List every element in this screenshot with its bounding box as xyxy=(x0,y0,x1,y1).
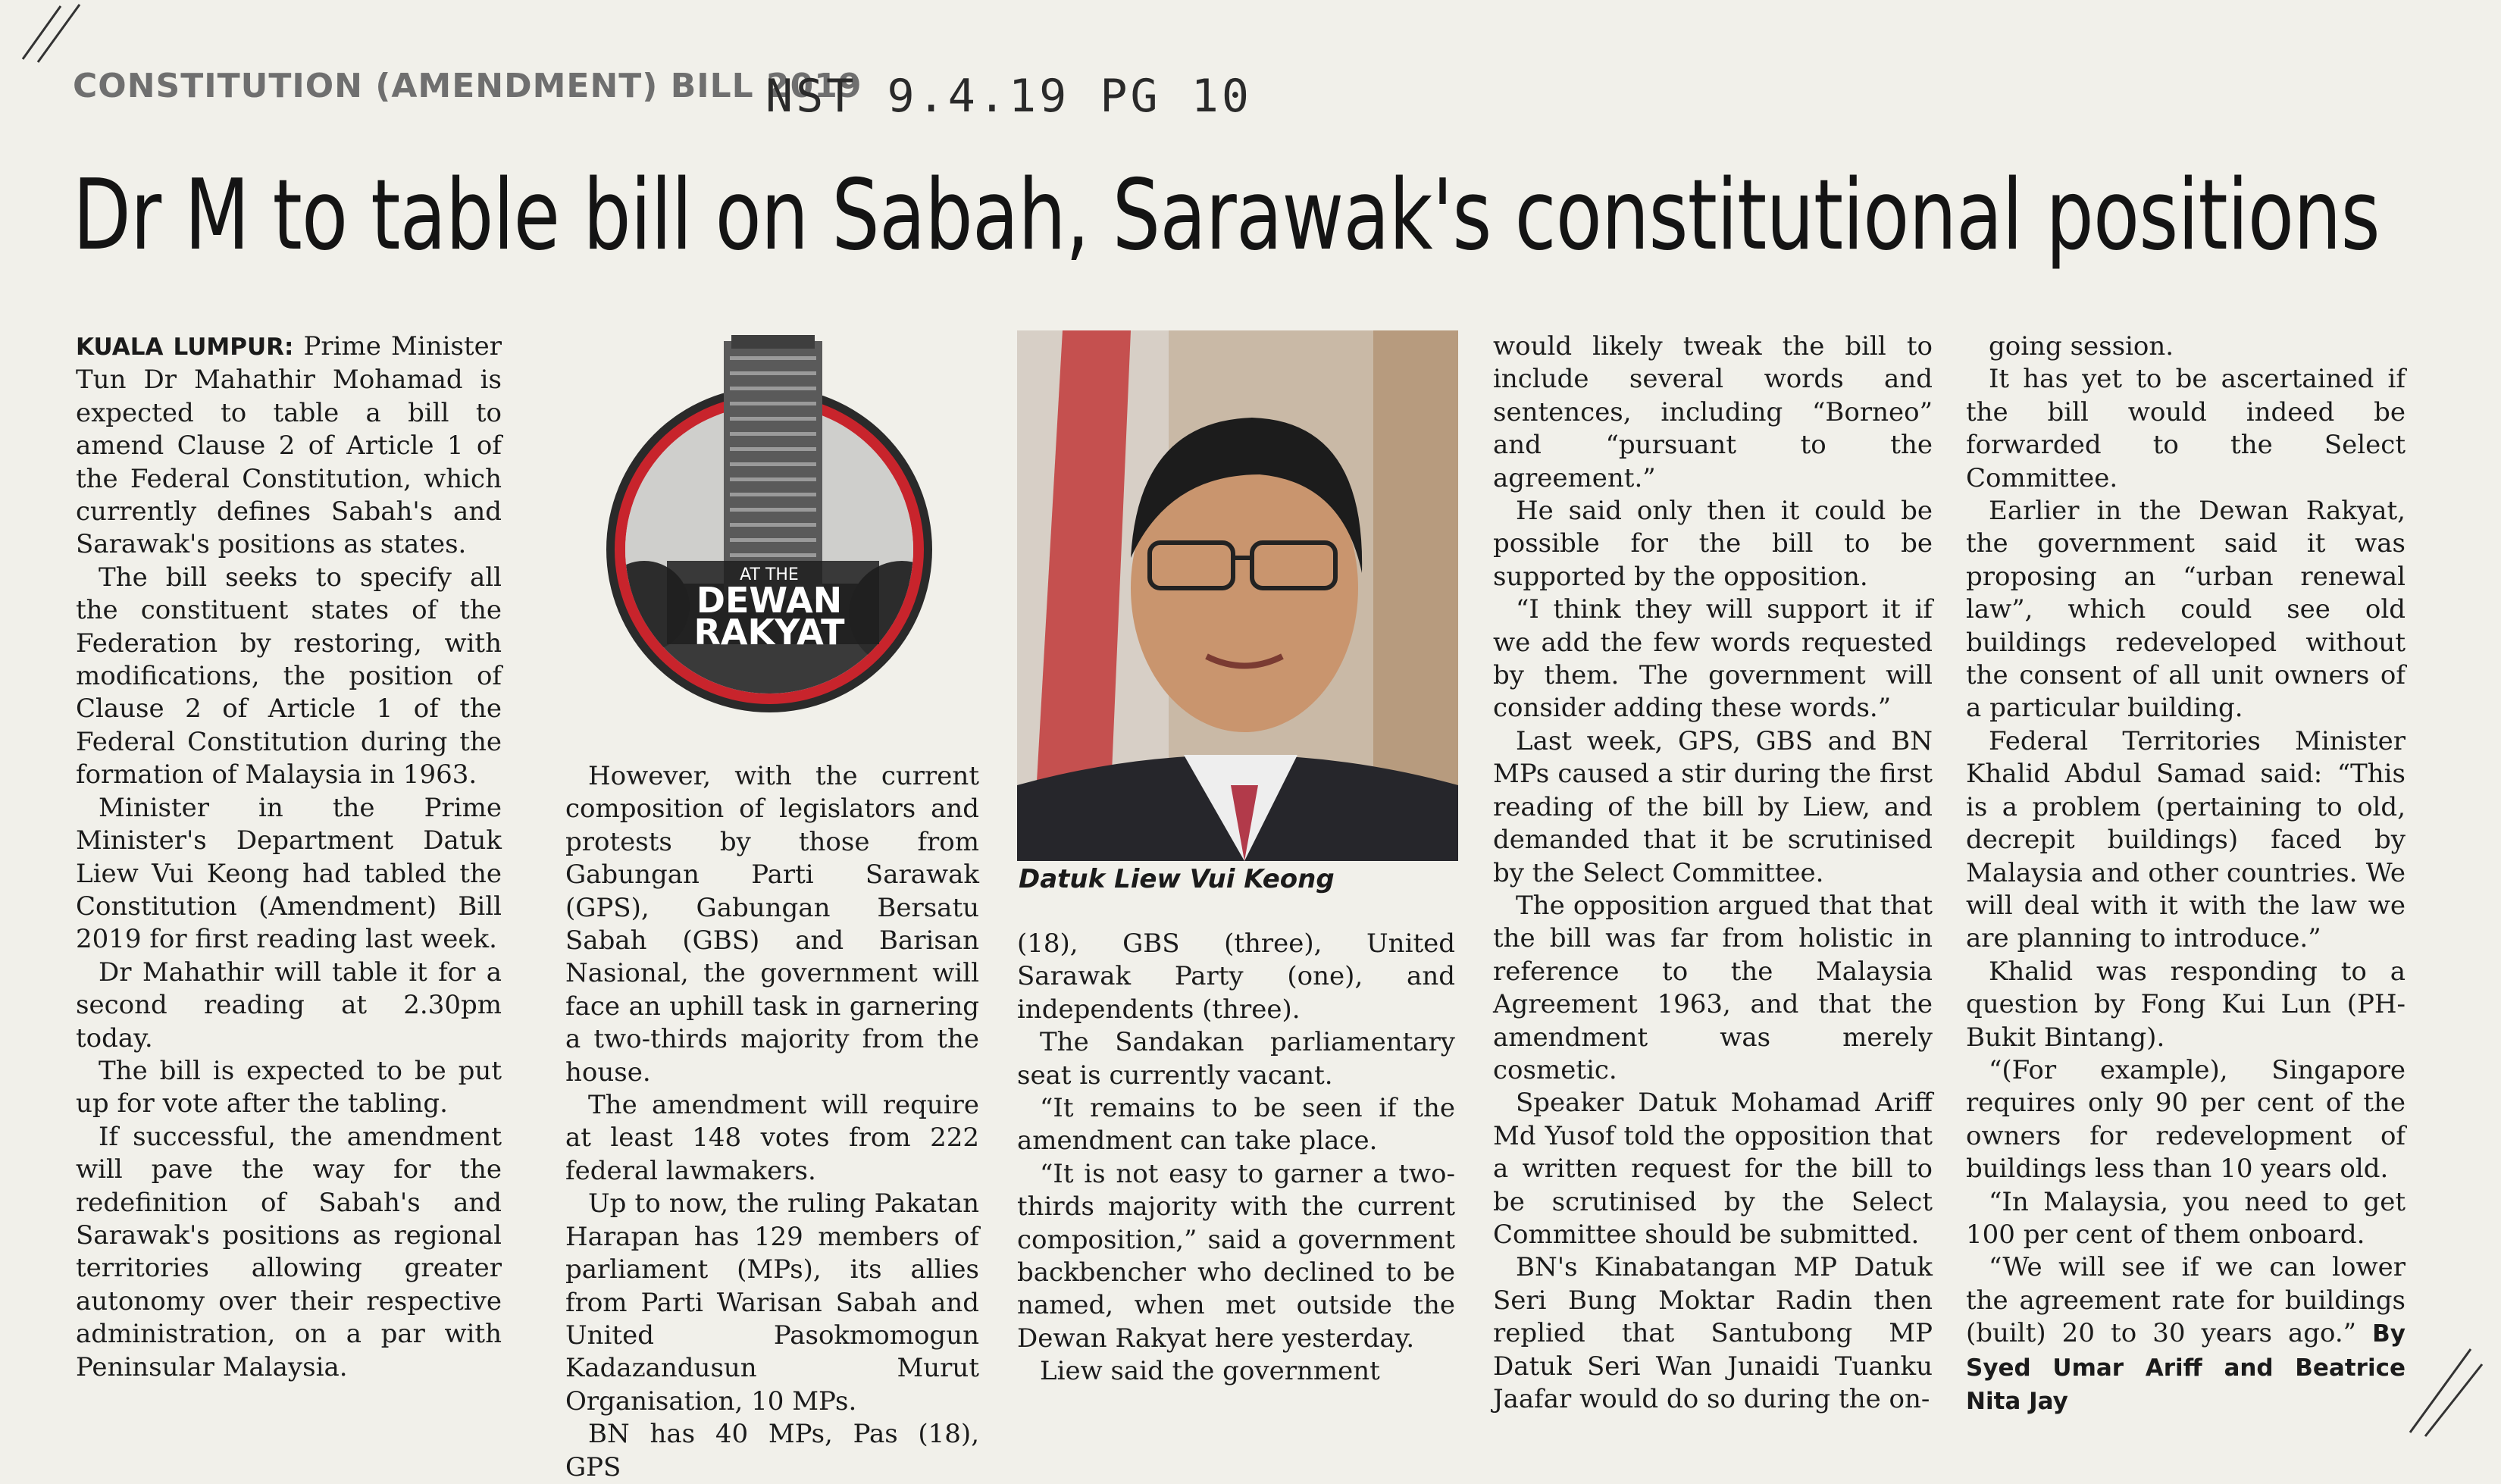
paragraph: Up to now, the ruling Pakatan Harapan has 129 members of parliament (MPs), its allies from Parti Warisan Sabah and United Pasokmomogun Kadazandusun Murut Organisation, 10 MPs. xyxy=(565,1188,979,1417)
paragraph: “In Malaysia, you need to get 100 per cent of them onboard. xyxy=(1966,1186,2406,1250)
pen-mark xyxy=(8,0,99,68)
article-column-3 xyxy=(1017,928,1455,1399)
dewan-rakyat-logo xyxy=(576,333,963,712)
paragraph: would likely tweak the bill to include several words and sentences, including “Borneo” and “pursuant to the agreement.” xyxy=(1493,331,1933,493)
paragraph: Liew said the government xyxy=(1040,1356,1380,1387)
paragraph: Minister in the Prime Minister's Department Datuk Liew Vui Keong had tabled the Constitution (Amendment) Bill 2019 for first reading last week. xyxy=(76,792,502,955)
svg-text:DEWAN: DEWAN xyxy=(696,580,843,621)
paragraph: However, with the current composition of legislators and protests by those from Gabungan Parti Sarawak (GPS), Gabungan Bersatu Sabah (GBS) and Barisan Nasional, the government will face an uphill task in garnering a two-thirds majority from the house. xyxy=(565,761,979,1088)
byline: By Syed Umar Ariff and Beatrice Nita Jay xyxy=(1966,1320,2406,1415)
paragraph: Khalid was responding to a question by Fong Kui Lun (PH-Bukit Bintang). xyxy=(1966,956,2406,1053)
paragraph: The bill seeks to specify all the constituent states of the Federation by restoring, with modifications, the position of Clause 2 of Article 1 of the Federal Constitution during the formation of Malaysia in 1963. xyxy=(76,562,502,791)
paragraph: BN's Kinabatangan MP Datuk Seri Bung Moktar Radin then replied that Santubong MP Datuk Seri Wan Junaidi Tuanku Jaafar would do so during the on- xyxy=(1493,1252,1933,1414)
article-column-5 xyxy=(1966,330,2406,1415)
handwritten-note: NST 9.4.19 PG 10 xyxy=(765,70,1252,123)
pen-mark xyxy=(2402,1334,2493,1440)
svg-text:AT THE: AT THE xyxy=(740,565,799,584)
paragraph: “I think they will support it if we add the few words requested by them. The government will consider adding these words.” xyxy=(1493,594,1933,724)
paragraph: The Sandakan parliamentary seat is currently vacant. xyxy=(1017,1027,1455,1091)
paragraph: “(For example), Singapore requires only 90 per cent of the owners for redevelopment of buildings less than 10 years old. xyxy=(1966,1054,2406,1185)
paragraph: “We will see if we can lower the agreement rate for buildings (built) 20 to 30 years ago.” By Syed Umar Ariff and Beatrice Nita Jay xyxy=(1966,1252,2406,1415)
svg-text:RAKYAT: RAKYAT xyxy=(693,612,845,653)
photo-caption: Datuk Liew Vui Keong xyxy=(1019,864,1335,894)
article-column-1 xyxy=(76,330,502,1399)
paragraph: The opposition argued that that the bill was far from holistic in reference to the Malaysia Agreement 1963, and that the amendment was merely cosmetic. xyxy=(1493,890,1933,1085)
section-kicker: CONSTITUTION (AMENDMENT) BILL 2019 xyxy=(73,67,862,105)
paragraph: He said only then it could be possible for the bill to be supported by the opposition. xyxy=(1493,496,1933,592)
portrait-photo xyxy=(1017,330,1458,861)
paragraph: Last week, GPS, GBS and BN MPs caused a stir during the first reading of the bill by Liew, and demanded that it be scrutinised by the Select Committee. xyxy=(1493,725,1933,888)
paragraph: Speaker Datuk Mohamad Ariff Md Yusof told the opposition that a written request for the bill to be scrutinised by the Select Committee should be submitted. xyxy=(1493,1088,1933,1250)
paragraph: Dr Mahathir will table it for a second reading at 2.30pm today. xyxy=(76,956,502,1054)
paragraph: The amendment will require at least 148 votes from 222 federal lawmakers. xyxy=(565,1090,979,1186)
paragraph: “It remains to be seen if the amendment can take place. xyxy=(1017,1093,1455,1157)
paragraph: BN has 40 MPs, Pas (18), GPS xyxy=(565,1419,979,1482)
paragraph: The bill is expected to be put up for vote after the tabling. xyxy=(76,1055,502,1119)
paragraph: KUALA LUMPUR: Prime Minister Tun Dr Mahathir Mohamad is expected to table a bill to amend Clause 2 of Article 1 of the Federal Constitution, which currently defines Sabah's and Sarawak's positions as states. xyxy=(76,331,502,560)
paragraph: Federal Territories Minister Khalid Abdul Samad said: “This is a problem (pertaining to old, decrepit buildings) faced by Malaysia and other countries. We will deal with it with the law we are planning to introduce.” xyxy=(1966,725,2406,954)
paragraph: Earlier in the Dewan Rakyat, the government said it was proposing an “urban renewal law”, which could see old buildings redeveloped without the consent of all unit owners of a particular building. xyxy=(1966,496,2406,724)
building-icon xyxy=(724,341,822,599)
paragraph: It has yet to be ascertained if the bill would indeed be forwarded to the Select Committee. xyxy=(1966,364,2406,493)
dateline: KUALA LUMPUR: xyxy=(76,333,294,361)
paragraph: going session. xyxy=(1989,331,2174,362)
article-column-4 xyxy=(1493,330,1933,1414)
paragraph: “It is not easy to garner a two-thirds majority with the current composition,” said a government backbencher who declined to be named, when met outside the Dewan Rakyat here yesterday. xyxy=(1017,1158,1455,1354)
article-column-2 xyxy=(565,760,979,1482)
headline: Dr M to table bill on Sabah, Sarawak's constitutional positions xyxy=(73,159,2380,272)
paragraph: If successful, the amendment will pave the way for the redefinition of Sabah's and Sarawak's positions as regional territories allowing greater autonomy over their respective administration, on a par with Peninsular Malaysia. xyxy=(76,1121,502,1382)
paragraph: (18), GBS (three), United Sarawak Party (one), and independents (three). xyxy=(1017,928,1455,1025)
